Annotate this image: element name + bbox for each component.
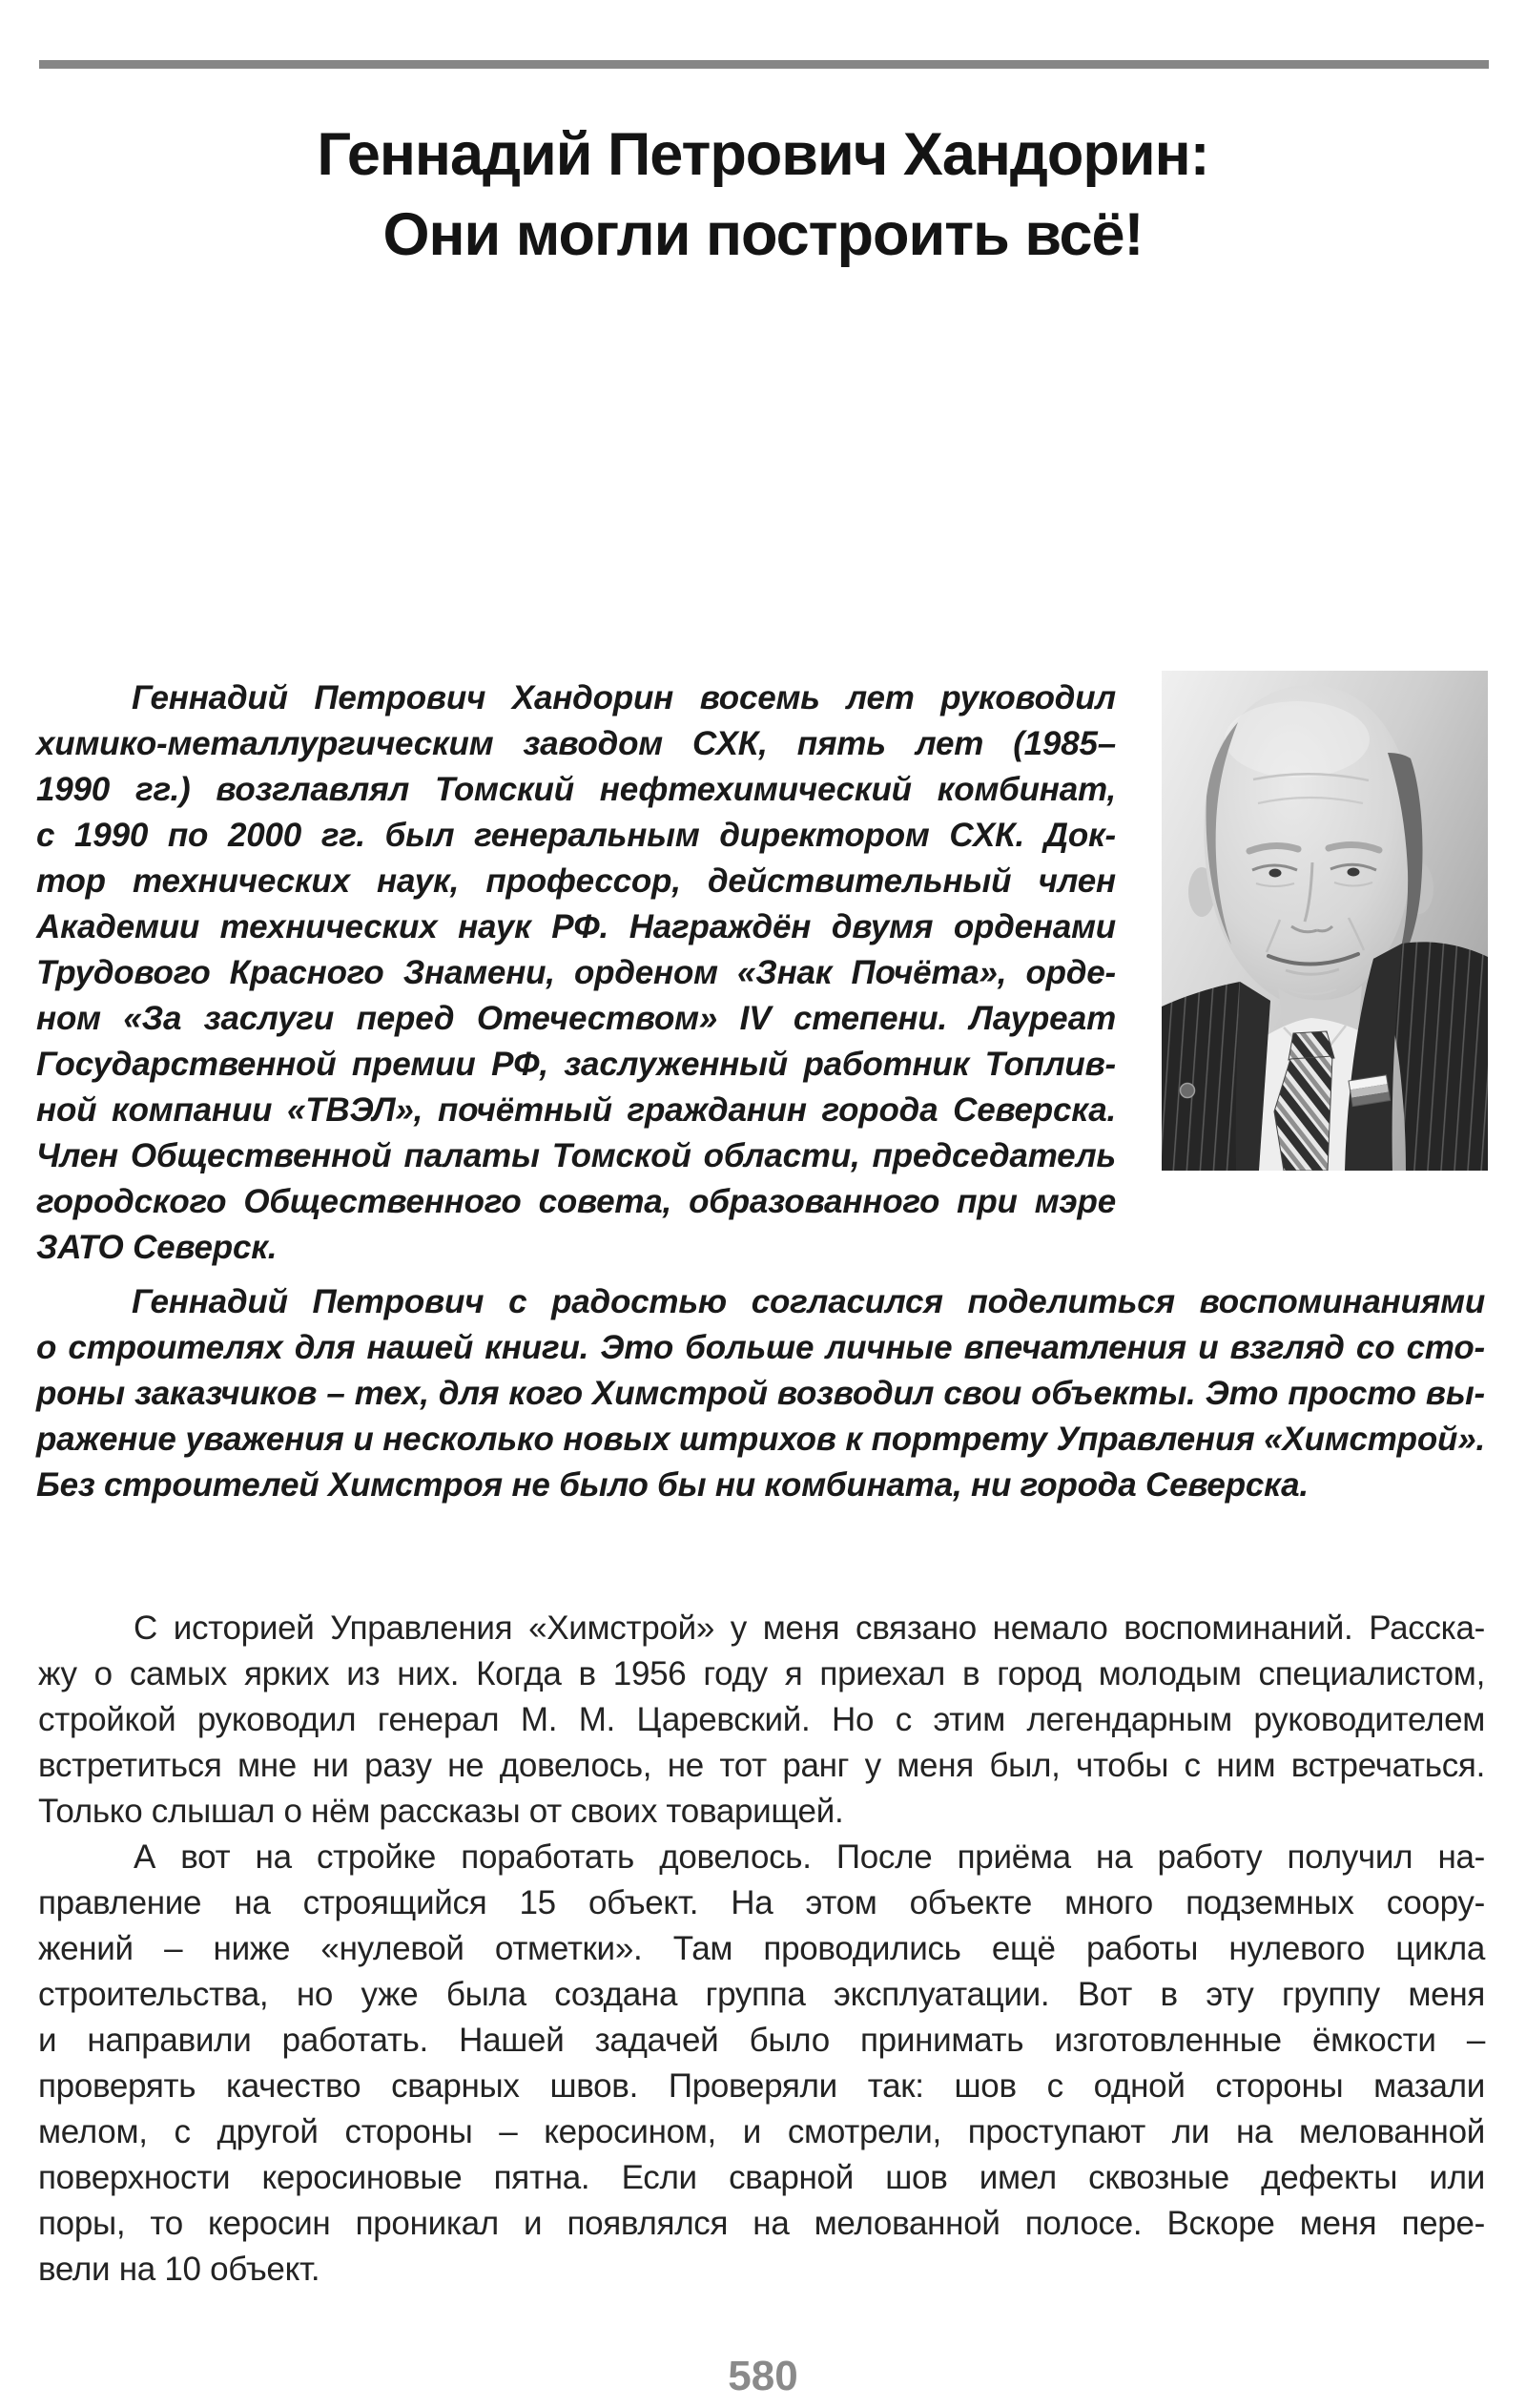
header-rule (39, 60, 1489, 69)
page-title (0, 114, 1526, 275)
text-line: Член Общественной палаты Томской области, председатель (36, 1137, 1116, 1174)
text-line: Только слышал о нём рассказы от своих товарищей. (38, 1793, 844, 1830)
text-line: жений – ниже «нулевой отметки». Там проводились ещё работы нулевого цикла (38, 1930, 1485, 1967)
lead-section (36, 675, 1485, 1508)
text-line: роны заказчиков – тех, для кого Химстрой возводил свои объекты. Это просто вы- (36, 1375, 1485, 1412)
text-line: Академии технических наук РФ. Награждён двумя орденами (36, 908, 1116, 945)
text-line: Трудового Красного Знамени, орденом «Знак Почёта», орде- (36, 954, 1116, 991)
text-line: Без строителей Химстроя не было бы ни комбината, ни города Северска. (36, 1466, 1309, 1504)
body-paragraph-1 (38, 1606, 1485, 1835)
body-paragraph-2 (38, 1835, 1485, 2293)
text-line: с 1990 по 2000 гг. был генеральным директором СХК. Док- (36, 817, 1116, 854)
text-line: мелом, с другой стороны – керосином, и смотрели, проступают ли на мелованной (38, 2113, 1485, 2150)
text-line: 1990 гг.) возглавлял Томский нефтехимический комбинат, (36, 771, 1116, 808)
text-line: вели на 10 объект. (38, 2251, 320, 2288)
text-line: жу о самых ярких из них. Когда в 1956 году я приехал в город молодым специалистом, (38, 1655, 1485, 1692)
text-line: правление на строящийся 15 объект. На этом объекте много подземных соору- (38, 1884, 1485, 1921)
text-line: стройкой руководил генерал М. М. Царевский. Но с этим легендарным руководителем (38, 1701, 1485, 1738)
text-line: встретиться мне ни разу не довелось, не тот ранг у меня был, чтобы с ним встречаться. (38, 1747, 1485, 1784)
text-line: городского Общественного совета, образованного при мэре (36, 1183, 1116, 1220)
text-line: поверхности керосиновые пятна. Если сварной шов имел сквозные дефекты или (38, 2159, 1485, 2196)
text-line: Государственной премии РФ, заслуженный работник Топлив- (36, 1046, 1116, 1083)
text-line: А вот на стройке поработать довелось. После приёма на работу получил на- (134, 1838, 1485, 1876)
text-line: ЗАТО Северск. (36, 1229, 278, 1266)
text-line: ной компании «ТВЭЛ», почётный гражданин города Северска. (36, 1091, 1116, 1129)
text-line: ном «За заслуги перед Отечеством» IV степени. Лауреат (36, 1000, 1116, 1037)
text-line: ражение уважения и несколько новых штрихов к портрету Управления «Химстрой». (36, 1421, 1485, 1458)
text-line: поры, то керосин проникал и появлялся на мелованной полосе. Вскоре меня пере- (38, 2205, 1485, 2242)
body-section (38, 1606, 1485, 2293)
lead-paragraph-bio (36, 675, 1116, 1271)
text-line: строительства, но уже была создана группа эксплуатации. Вот в эту группу меня (38, 1976, 1485, 2013)
text-line: и направили работать. Нашей задачей было принимать изготовленные ёмкости – (38, 2022, 1485, 2059)
text-line: тор технических наук, профессор, действительный член (36, 862, 1116, 900)
page-title-line1: Геннадий Петрович Хандорин: (317, 121, 1209, 188)
text-line: проверять качество сварных швов. Проверяли так: шов с одной стороны мазали (38, 2067, 1485, 2105)
page-number: 580 (728, 2353, 798, 2399)
text-line: С историей Управления «Химстрой» у меня связано немало воспоминаний. Расска- (134, 1609, 1485, 1647)
text-line: о строителях для нашей книги. Это больше личные впечатления и взгляд со сто- (36, 1329, 1485, 1366)
text-line: химико-металлургическим заводом СХК, пять лет (1985– (36, 725, 1116, 762)
page-title-line2: Они могли построить всё! (382, 201, 1144, 268)
text-line: Геннадий Петрович Хандорин восемь лет руководил (132, 679, 1116, 716)
lead-paragraph-note (36, 1279, 1485, 1508)
text-line: Геннадий Петрович с радостью согласился поделиться воспоминаниями (132, 1283, 1485, 1320)
